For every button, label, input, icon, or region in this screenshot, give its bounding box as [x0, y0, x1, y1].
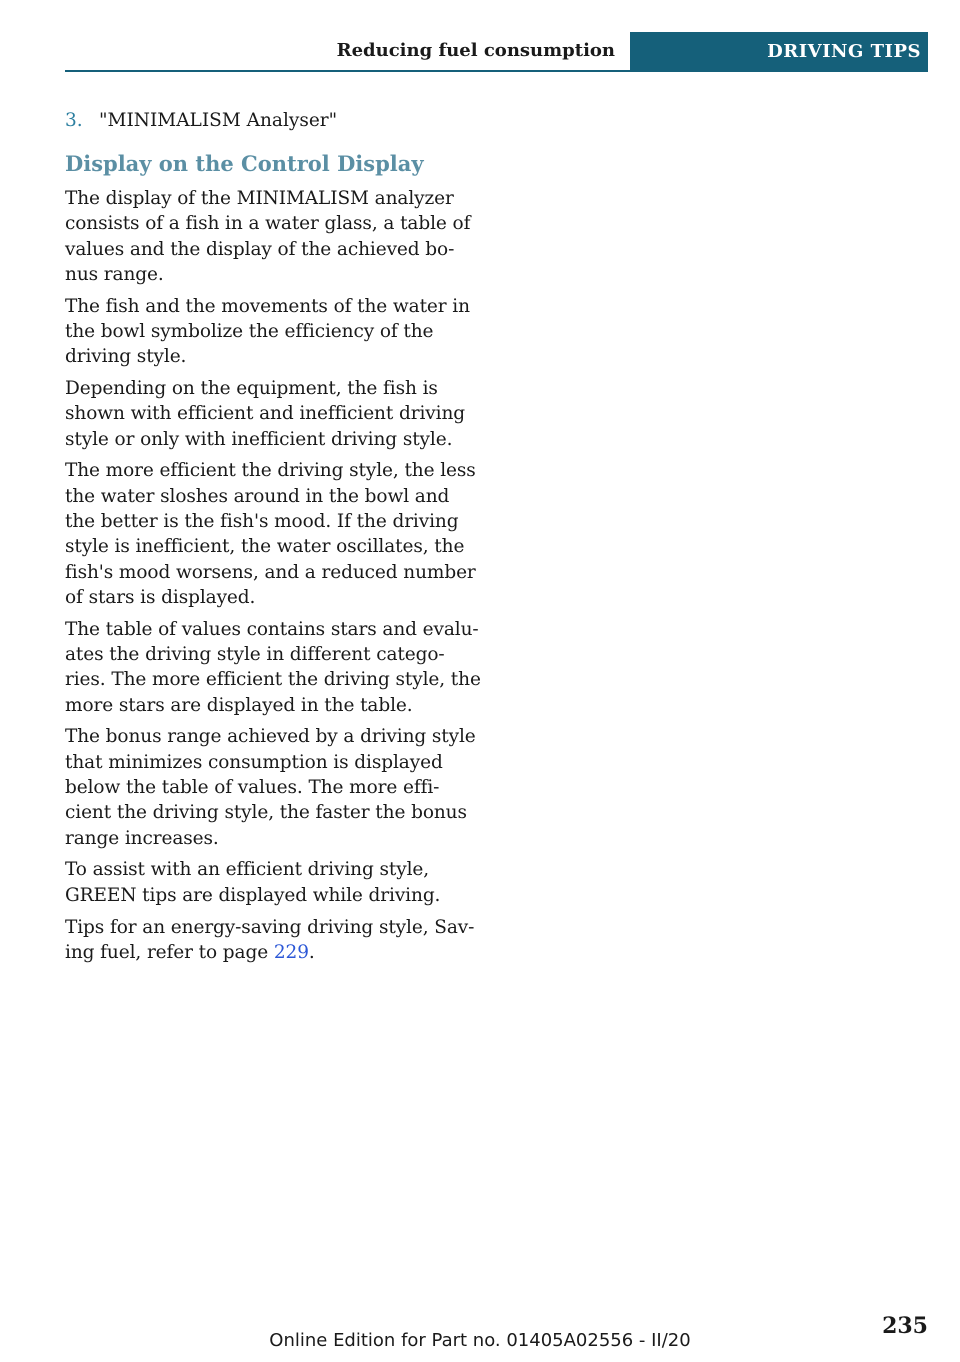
section-heading: Display on the Control Display — [65, 151, 424, 176]
list-item — [65, 108, 485, 134]
chapter-title: DRIVING TIPS — [767, 40, 921, 62]
list-number: 3. — [65, 110, 83, 131]
page-header — [65, 32, 928, 72]
chapter-tab — [630, 32, 928, 70]
section-title: Reducing fuel consumption — [336, 40, 615, 61]
paragraph-end: . — [308, 941, 315, 963]
footer-text: Online Edition for Part no. 01405A02556 - II/20 — [269, 1330, 691, 1351]
paragraph: Depending on the equipment, the fish is shown with efficient and inefficient driving style or only with inefficient driving style. — [65, 378, 466, 450]
page-reference-link[interactable]: 229 — [273, 941, 309, 963]
list-text: "MINIMALISM Analyser" — [99, 110, 338, 131]
paragraph-with-link — [65, 915, 485, 966]
page-number: 235 — [882, 1313, 928, 1339]
paragraph: The table of values contains stars and evalu-ates the driving style in different catego-ries. The more efficient the driving style, the more stars are displayed in the table. — [65, 618, 481, 716]
paragraph: The bonus range achieved by a driving style that minimizes consumption is displayed below the table of values. The more effi-cient the driving style, the faster the bonus range increases. — [65, 726, 476, 849]
paragraph: The more efficient the driving style, the less the water sloshes around in the bowl and the better is the fish's mood. If the driving style is inefficient, the water oscillates, the fish's mood worsens, and a reduced number of stars is displayed. — [65, 460, 476, 608]
paragraph: The fish and the movements of the water in the bowl symbolize the efficiency of the driving style. — [65, 295, 470, 368]
header-rule — [65, 70, 928, 72]
paragraph-text: Tips for an energy-saving driving style, Sav-ing fuel, refer to page — [65, 916, 475, 963]
paragraph: The display of the MINIMALISM analyzer consists of a fish in a water glass, a table of values and the display of the achieved bo-nus range. — [65, 188, 471, 285]
main-content — [65, 108, 485, 972]
paragraph: To assist with an efficient driving style, GREEN tips are displayed while driving. — [65, 859, 441, 906]
